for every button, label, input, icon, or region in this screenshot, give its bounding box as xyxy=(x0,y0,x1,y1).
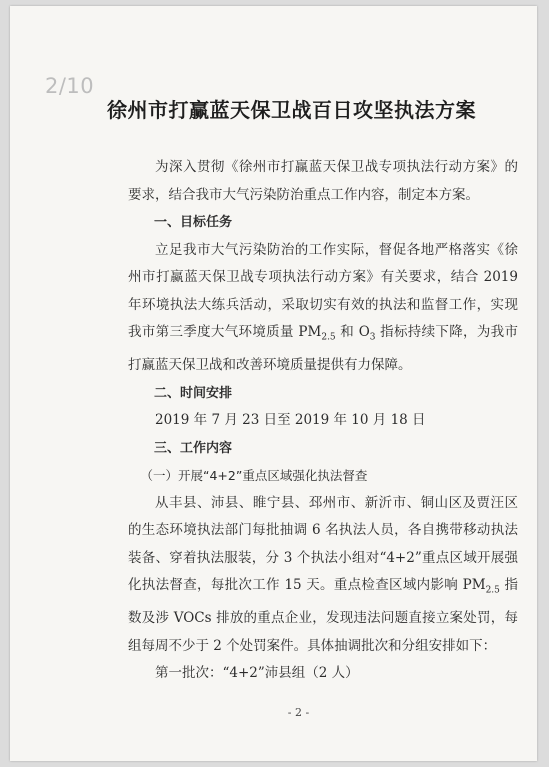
batch-item: 第一批次：“4+2”沛县组（2 人） xyxy=(155,665,359,682)
document-page xyxy=(10,6,537,761)
schedule-text: 2019 年 7 月 23 日至 2019 年 10 月 18 日 xyxy=(155,412,426,429)
section-heading-goals: 一、目标任务 xyxy=(154,215,233,230)
section-heading-work: 三、工作内容 xyxy=(154,440,233,456)
section-heading-schedule: 二、时间安排 xyxy=(154,385,233,401)
o3-subscript: 3 xyxy=(369,332,376,343)
page-number: - 2 - xyxy=(287,706,310,719)
document-title: 徐州市打赢蓝天保卫战百日攻坚执法方案 xyxy=(107,98,476,122)
subsection-heading-enforcement: （一）开展“4+2”重点区域强化执法督查 xyxy=(140,468,368,484)
enforcement-paragraph xyxy=(128,490,518,661)
goals-text-c: 指标持续下降，为我市打赢蓝天保卫战和改善环境质量提供有力保障。 xyxy=(128,324,518,374)
intro-paragraph: 为深入贯彻《徐州市打赢蓝天保卫战专项执法行动方案》的要求，结合我市大气污染防治重点工作内容，制定本方案。 xyxy=(128,159,518,203)
enforcement-text-a: 从丰县、沛县、睢宁县、邳州市、新沂市、铜山区及贾汪区的生态环境执法部门每批抽调 6 名执法人员，各自携带移动执法装备、穿着执法服装，分 3 个执法小组对“4+2”重点区域开展强化执法督查，每批次工作 15 天。重点检查区域内影响 PM xyxy=(128,494,518,594)
goals-paragraph xyxy=(128,237,518,380)
goals-text-a: 立足我市大气污染防治的工作实际，督促各地严格落实《徐州市打赢蓝天保卫战专项执法行动方案》有关要求，结合 2019 年环境执法大练兵活动，采取切实有效的执法和监督工作，实现我市第三季度大气环境质量 PM xyxy=(128,241,518,340)
document-body xyxy=(128,154,518,688)
pm-subscript: 2.5 xyxy=(321,332,336,343)
pm-subscript-2: 2.5 xyxy=(485,585,500,596)
page-indicator: 2/10 xyxy=(45,74,95,98)
enforcement-text-b: 指数及涉 VOCs 排放的重点企业，发现违法问题直接立案处罚，每组每周不少于 2 个处罚案件。具体抽调批次和分组安排如下： xyxy=(128,577,518,654)
goals-text-b: 和 O xyxy=(335,324,370,340)
